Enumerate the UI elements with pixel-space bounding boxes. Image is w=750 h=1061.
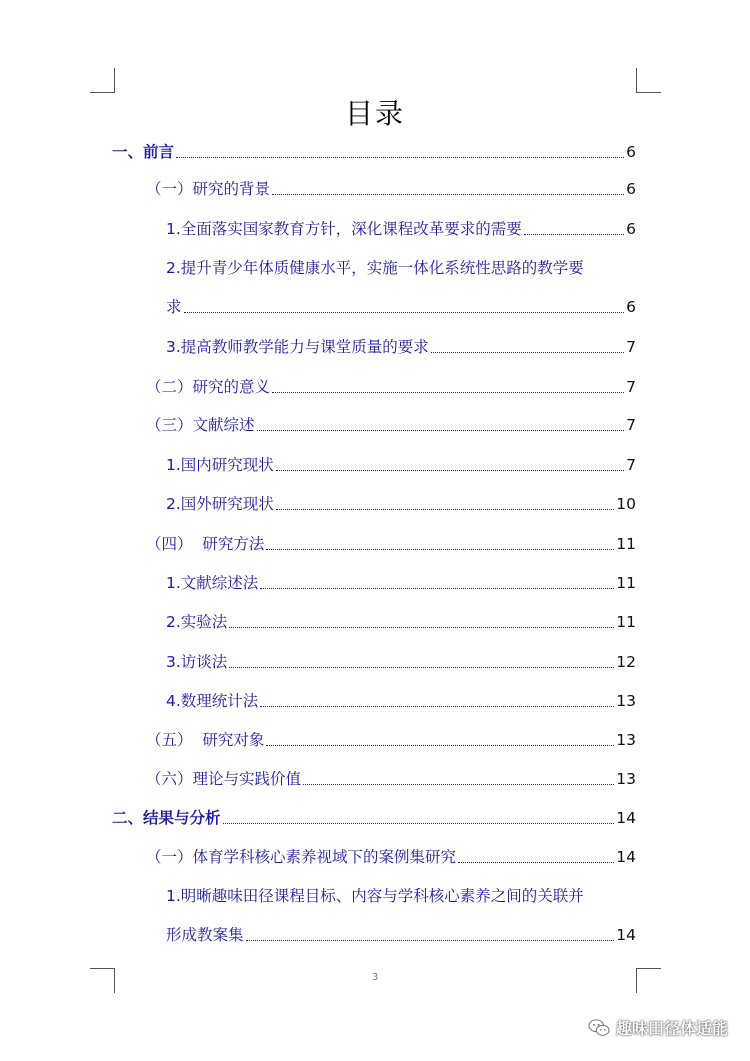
toc-entry-page: 11	[616, 574, 636, 592]
toc-entry-label: （三）文献综述	[146, 416, 255, 434]
toc-entry-label: （四） 研究方法	[146, 535, 265, 553]
toc-entry[interactable]	[146, 844, 636, 870]
toc-entry-label: 3.访谈法	[166, 653, 228, 671]
watermark-text: 趣味田径体适能	[615, 1019, 728, 1038]
toc-leader-dots	[260, 706, 614, 707]
wechat-icon	[588, 1018, 610, 1038]
toc-entry-page: 11	[616, 613, 636, 631]
toc-entry-label: 1.国内研究现状	[166, 456, 274, 474]
toc-entry-label: 2.国外研究现状	[166, 495, 274, 513]
toc-entry-page: 13	[616, 692, 636, 710]
toc-entry[interactable]	[166, 922, 636, 948]
toc-leader-dots	[229, 627, 614, 628]
toc-entry[interactable]	[166, 491, 636, 517]
toc-entry-label: 2.实验法	[166, 613, 228, 631]
toc-entry[interactable]	[146, 176, 636, 202]
toc-leader-dots	[176, 157, 624, 158]
toc-entry-page: 7	[626, 378, 636, 396]
toc-entry-label: （六）理论与实践价值	[146, 770, 302, 788]
toc-leader-dots	[257, 430, 625, 431]
toc-leader-dots	[524, 234, 624, 235]
toc-entry[interactable]	[146, 531, 636, 557]
toc-leader-dots	[223, 823, 615, 824]
toc-leader-dots	[458, 862, 614, 863]
toc-entry-label: （二）研究的意义	[146, 378, 271, 396]
toc-leader-dots	[184, 312, 625, 313]
toc-entry[interactable]	[112, 139, 636, 165]
toc-entry-label: 4.数理统计法	[166, 692, 259, 710]
toc-entry-page: 6	[626, 180, 636, 198]
toc-entry[interactable]	[166, 688, 636, 714]
toc-entry-label: 二、结果与分析	[112, 809, 221, 827]
toc-entry-page: 6	[626, 298, 636, 316]
page-number: 3	[371, 972, 379, 983]
watermark	[588, 1016, 728, 1039]
toc-entry-label-line1: 2.提升青少年体质健康水平，实施一体化系统性思路的教学要	[166, 259, 584, 277]
toc-entry[interactable]	[146, 412, 636, 438]
toc-leader-dots	[272, 194, 624, 195]
toc-entry-label: 1.文献综述法	[166, 574, 259, 592]
toc-entry-page: 7	[626, 416, 636, 434]
toc-entry-page: 13	[616, 731, 636, 749]
toc-leader-dots	[260, 588, 614, 589]
toc-entry[interactable]	[166, 452, 636, 478]
toc-leader-dots	[276, 470, 624, 471]
toc-entry-label: （一）体育学科核心素养视域下的案例集研究	[146, 848, 457, 866]
toc-entry-label: 形成教案集	[166, 926, 244, 944]
toc-entry-page: 14	[616, 809, 636, 827]
toc-leader-dots	[229, 667, 614, 668]
toc-entry-label: 求	[166, 298, 182, 316]
toc-entry-page: 12	[616, 653, 636, 671]
toc-entry-label: （五） 研究对象	[146, 731, 265, 749]
toc-entry[interactable]	[146, 727, 636, 753]
toc-entry-label: （一）研究的背景	[146, 180, 271, 198]
toc-entry-page: 10	[616, 495, 636, 513]
toc-entry-label: 3.提高教师教学能力与课堂质量的要求	[166, 338, 429, 356]
toc-leader-dots	[303, 784, 614, 785]
toc-entry[interactable]	[166, 570, 636, 596]
toc-leader-dots	[276, 509, 614, 510]
toc-entry-page: 7	[626, 456, 636, 474]
toc-title: 目录	[344, 97, 405, 130]
toc-entry-page: 7	[626, 338, 636, 356]
toc-entry-page: 6	[626, 143, 636, 161]
toc-leader-dots	[431, 352, 624, 353]
toc-entry[interactable]	[166, 609, 636, 635]
toc-entry-label-line1: 1.明晰趣味田径课程目标、内容与学科核心素养之间的关联并	[166, 887, 584, 905]
toc-entry[interactable]	[146, 374, 636, 400]
toc-leader-dots	[266, 549, 614, 550]
toc-entry[interactable]	[146, 766, 636, 792]
toc-entry-label: 一、前言	[112, 143, 175, 161]
toc-entry-page: 13	[616, 770, 636, 788]
toc-entry[interactable]	[112, 805, 636, 831]
toc-entry-label: 1.全面落实国家教育方针，深化课程改革要求的需要	[166, 220, 522, 238]
toc-entry[interactable]	[166, 649, 636, 675]
toc-entry[interactable]	[166, 294, 636, 320]
toc-entry[interactable]	[166, 334, 636, 360]
toc-entry-page: 14	[616, 926, 636, 944]
toc-entry[interactable]	[166, 216, 636, 242]
toc-leader-dots	[266, 745, 614, 746]
toc-entry-page: 11	[616, 535, 636, 553]
toc-leader-dots	[272, 392, 624, 393]
toc-leader-dots	[246, 940, 615, 941]
toc-entry-page: 6	[626, 220, 636, 238]
toc-entry-page: 14	[616, 848, 636, 866]
